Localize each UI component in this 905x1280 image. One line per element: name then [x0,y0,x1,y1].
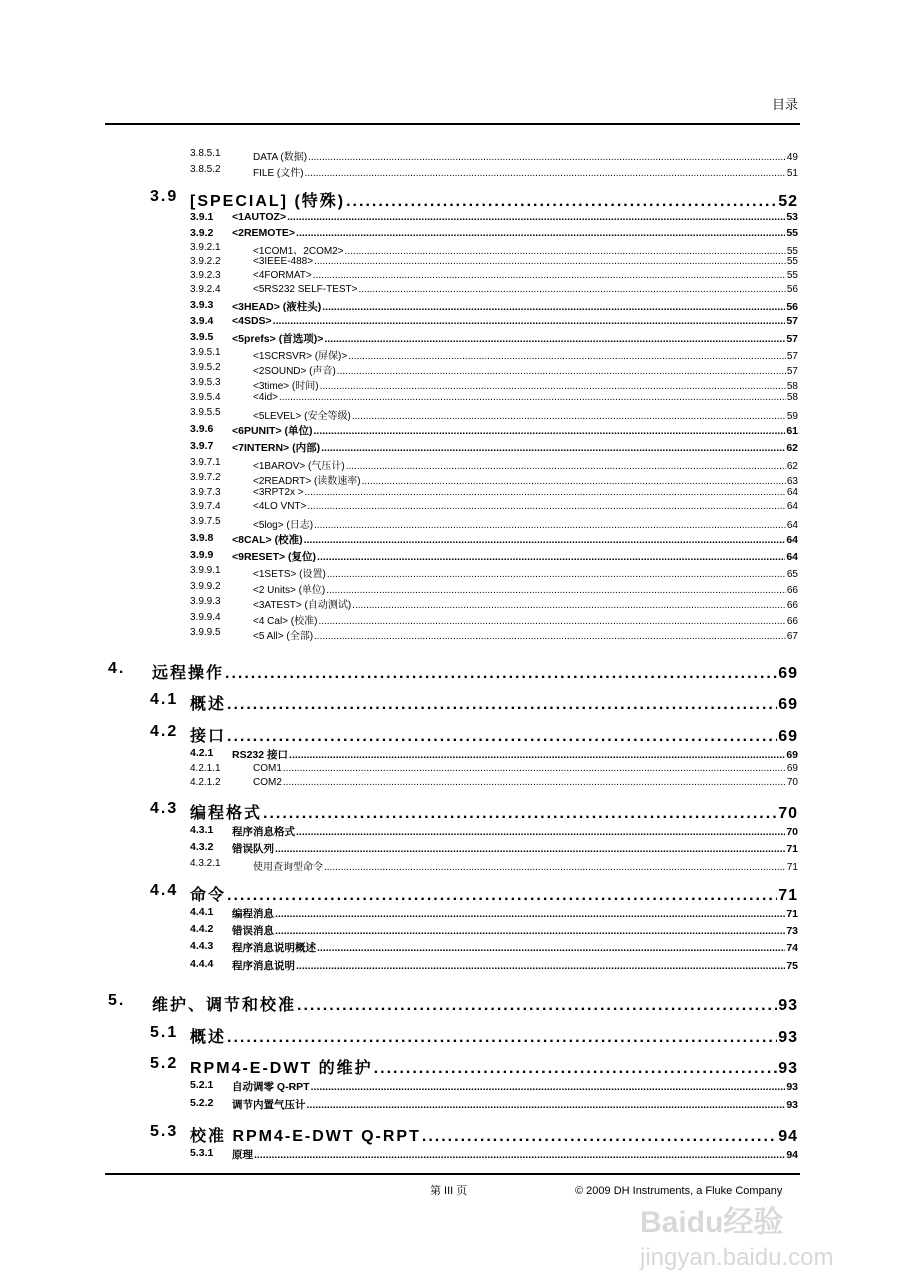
toc-entry-title: <3RPT2x > [253,487,304,498]
toc-entry-title: 远程操作 [152,665,225,682]
toc-entry-page: 57 [786,332,798,345]
toc-entry-title: <3ATEST> (自动测试) [253,600,352,611]
toc-entry[interactable] [0,747,798,762]
toc-entry-number: 3.9.5.2 [190,362,221,373]
toc-entry[interactable] [0,565,798,579]
toc-entry[interactable] [0,992,798,1014]
toc-entry[interactable] [0,284,798,298]
toc-entry-page: 64 [786,533,798,546]
toc-entry-title: 接口 [190,728,227,745]
toc-dot-leader [374,1060,778,1078]
toc-entry-page: 64 [786,520,798,531]
toc-entry[interactable] [0,777,798,791]
toc-entry-number: 4.2.1.2 [190,777,221,788]
footer-rule [105,1173,800,1175]
toc-dot-leader [327,569,786,580]
toc-entry-number: 3.9.9.3 [190,596,221,607]
toc-entry-title: <4SDS> [232,314,272,327]
toc-dot-leader [254,1149,785,1161]
toc-entry[interactable] [0,148,798,162]
toc-entry-page: 71 [786,842,798,855]
toc-entry-title: RPM4-E-DWT 的维护 [190,1060,373,1077]
toc-entry-title: <2READRT> (读数速率) [253,476,361,487]
toc-entry-number: 4.3 [150,800,179,817]
toc-entry-title: <6PUNIT> (单位) [232,424,313,437]
toc-entry[interactable] [0,1055,798,1077]
toc-entry[interactable] [0,392,798,406]
toc-entry[interactable] [0,1079,798,1094]
toc-entry-number: 4.4.3 [190,939,214,952]
toc-dot-leader [314,520,786,531]
toc-entry-title: 程序消息说明 [232,959,295,972]
toc-entry[interactable] [0,440,798,455]
toc-entry-number: 3.9.2.3 [190,270,221,281]
toc-entry[interactable] [0,906,798,921]
toc-entry[interactable] [0,612,798,626]
toc-entry-number: 3.9.5.3 [190,377,221,388]
toc-entry-page: 70 [786,825,798,838]
toc-entry[interactable] [0,882,798,904]
toc-entry-title: <1BAROV> (气压计) [253,461,345,472]
toc-entry-page: 55 [786,226,798,239]
toc-entry-number: 5.1 [150,1024,179,1041]
toc-dot-leader [296,960,785,972]
toc-entry-page: 57 [786,351,798,362]
toc-dot-leader [305,487,786,498]
toc-entry[interactable] [0,407,798,421]
toc-entry-number: 3.9.2.1 [190,242,221,253]
toc-entry-number: 5.2 [150,1055,179,1072]
toc-entry[interactable] [0,1024,798,1046]
toc-entry-page: 69 [778,728,798,745]
toc-entry-number: 5.2.1 [190,1078,214,1091]
toc-entry-title: <5 All> (全部) [253,631,314,642]
toc-entry-page: 93 [778,1029,798,1046]
toc-entry-title: 使用查询型命令 [253,862,323,873]
toc-entry-number: 3.9.9.5 [190,627,221,638]
toc-entry-page: 56 [786,300,798,313]
toc-entry-number: 3.9.9 [190,548,214,561]
toc-dot-leader [297,997,777,1015]
toc-dot-leader [314,256,786,267]
toc-entry-number: 3.9.8 [190,531,214,544]
toc-entry-page: 71 [778,887,798,904]
toc-entry-number: 4.4.1 [190,905,214,918]
toc-dot-leader [346,193,777,211]
toc-entry[interactable] [0,516,798,530]
toc-entry-title: <4 Cal> (校准) [253,616,318,627]
toc-entry-page: 69 [786,763,798,774]
toc-dot-leader [287,211,785,223]
toc-entry-number: 3.9.7.2 [190,472,221,483]
toc-dot-leader [314,631,786,642]
toc-dot-leader [263,805,777,823]
toc-entry-title: <3time> (时间) [253,381,319,392]
toc-entry-page: 59 [786,411,798,422]
toc-entry-title: 程序消息说明概述 [232,941,316,954]
toc-entry[interactable] [0,164,798,178]
toc-entry[interactable] [0,1123,798,1145]
toc-entry-page: 55 [786,246,798,257]
toc-entry-number: 3.9.7.5 [190,516,221,527]
toc-entry-page: 62 [786,441,798,454]
toc-entry-page: 93 [786,1098,798,1111]
toc-entry-page: 71 [786,907,798,920]
toc-dot-leader [352,600,786,611]
toc-dot-leader [422,1128,777,1146]
toc-entry-number: 4.1 [150,691,179,708]
toc-entry-number: 3.9.9.4 [190,612,221,623]
toc-entry[interactable] [0,841,798,856]
toc-entry-title: COM2 [253,777,282,788]
toc-entry-number: 4.4 [150,882,179,899]
toc-entry-title: <3IEEE-488> [253,256,314,267]
toc-entry-page: 70 [786,777,798,788]
toc-dot-leader [283,763,786,774]
toc-entry-number: 5.3.1 [190,1146,214,1159]
toc-entry-page: 58 [786,381,798,392]
toc-entry-page: 55 [786,270,798,281]
toc-dot-leader [362,476,786,487]
toc-entry-number: 3.9.5.5 [190,407,221,418]
toc-entry-number: 3.9.7.3 [190,487,221,498]
toc-dot-leader [320,381,786,392]
toc-dot-leader [317,551,785,563]
toc-entry-page: 93 [778,997,798,1014]
toc-entry[interactable] [0,824,798,839]
toc-dot-leader [275,843,785,855]
toc-entry-title: 原理 [232,1148,253,1161]
toc-entry-page: 93 [786,1080,798,1093]
toc-entry-number: 5. [108,992,126,1009]
toc-entry-page: 58 [786,392,798,403]
toc-entry-title: DATA (数据) [253,152,308,163]
toc-dot-leader [318,616,785,627]
toc-entry-number: 4. [108,660,126,677]
toc-entry[interactable] [0,501,798,515]
toc-entry[interactable] [0,1147,798,1162]
toc-entry[interactable] [0,958,798,973]
toc-entry[interactable] [0,242,798,256]
toc-dot-leader [279,392,786,403]
toc-entry[interactable] [0,227,798,242]
watermark-logo: Baidu经验 [640,1206,784,1239]
toc-entry-title: <7INTERN> (内部) [232,441,321,454]
toc-entry-page: 73 [786,924,798,937]
header-rule [105,123,800,125]
toc-entry-title: <2SOUND> (声音) [253,366,336,377]
toc-entry[interactable] [0,581,798,595]
toc-entry-page: 69 [786,748,798,761]
toc-entry-number: 3.9.9.1 [190,565,221,576]
toc-entry-page: 64 [786,501,798,512]
toc-dot-leader [337,366,786,377]
toc-entry-title: 错误队列 [232,842,274,855]
toc-entry-number: 5.2.2 [190,1096,214,1109]
toc-entry-title: <3HEAD> (液柱头) [232,300,322,313]
toc-dot-leader [311,1081,786,1093]
toc-entry[interactable] [0,800,798,822]
toc-entry-title: <8CAL> (校准) [232,533,303,546]
toc-entry-number: 3.9.5.1 [190,347,221,358]
toc-entry[interactable] [0,472,798,486]
toc-entry-page: 57 [786,314,798,327]
toc-entry[interactable] [0,270,798,284]
toc-entry[interactable] [0,532,798,547]
toc-entry-number: 3.8.5.1 [190,148,221,159]
toc-entry-title: <4FORMAT> [253,270,312,281]
toc-entry-number: 3.9.7.1 [190,457,221,468]
toc-dot-leader [307,1099,786,1111]
toc-entry-number: 4.2.1 [190,746,214,759]
toc-entry-page: 71 [786,862,798,873]
toc-entry[interactable] [0,1097,798,1112]
toc-dot-leader [322,301,785,313]
toc-entry-page: 63 [786,476,798,487]
toc-dot-leader [321,442,785,454]
toc-dot-leader [313,270,786,281]
toc-entry-number: 3.9.3 [190,298,214,311]
toc-entry-title: <1AUTOZ> [232,210,287,223]
toc-entry-title: <1COM1、2COM2> [253,246,344,257]
toc-entry-title: <5prefs> (首选项)> [232,332,324,345]
toc-entry-title: 编程格式 [190,805,263,822]
toc-dot-leader [314,425,786,437]
toc-entry-title: 维护、调节和校准 [152,997,297,1014]
toc-entry[interactable] [0,691,798,713]
toc-entry-title: <4id> [253,392,279,403]
toc-entry-number: 4.3.1 [190,823,214,836]
toc-dot-leader [359,284,786,295]
toc-entry-page: 74 [786,941,798,954]
toc-entry-page: 64 [786,550,798,563]
toc-entry-number: 4.2.1.1 [190,763,221,774]
toc-dot-leader [289,749,785,761]
toc-entry-page: 61 [786,424,798,437]
toc-entry[interactable] [0,660,798,682]
toc-entry[interactable] [0,362,798,376]
toc-dot-leader [348,351,786,362]
toc-entry[interactable] [0,723,798,745]
toc-entry[interactable] [0,596,798,610]
toc-entry-title: FILE (文件) [253,168,304,179]
toc-entry-page: 56 [786,284,798,295]
toc-entry-title: [SPECIAL] (特殊) [190,193,346,210]
toc-entry-page: 70 [778,805,798,822]
toc-entry-number: 4.4.2 [190,922,214,935]
toc-dot-leader [227,728,777,746]
toc-entry-title: 校准 RPM4-E-DWT Q-RPT [190,1128,421,1145]
toc-entry-title: <2 Units> (单位) [253,585,326,596]
footer-copyright: © 2009 DH Instruments, a Fluke Company [575,1185,783,1197]
toc-entry[interactable] [0,627,798,641]
toc-entry[interactable] [0,457,798,471]
toc-entry[interactable] [0,763,798,777]
toc-entry-title: <1SCRSVR> (屏保)> [253,351,348,362]
toc-entry-page: 66 [786,585,798,596]
toc-entry-page: 52 [778,193,798,210]
toc-entry-title: <4LO VNT> [253,501,307,512]
toc-entry-title: 编程消息 [232,907,274,920]
watermark-url: jingyan.baidu.com [640,1244,834,1271]
toc-dot-leader [225,665,777,683]
toc-entry[interactable] [0,188,798,210]
toc-entry-number: 3.9.2.4 [190,284,221,295]
toc-entry-title: COM1 [253,763,282,774]
toc-entry-page: 66 [786,600,798,611]
toc-entry-page: 55 [786,256,798,267]
toc-entry-page: 53 [786,210,798,223]
toc-dot-leader [227,1029,777,1047]
toc-dot-leader [324,333,785,345]
toc-entry-number: 3.8.5.2 [190,164,221,175]
toc-entry-title: 程序消息格式 [232,825,295,838]
toc-entry-title: 概述 [190,1029,227,1046]
toc-entry[interactable] [0,549,798,564]
toc-dot-leader [326,585,786,596]
toc-entry-page: 66 [786,616,798,627]
toc-dot-leader [317,942,785,954]
toc-entry[interactable] [0,423,798,438]
toc-entry-page: 75 [786,959,798,972]
toc-dot-leader [304,534,786,546]
toc-entry[interactable] [0,315,798,330]
toc-entry-page: 69 [778,696,798,713]
toc-entry-page: 57 [786,366,798,377]
toc-entry-title: <5LEVEL> (安全等级) [253,411,351,422]
toc-entry[interactable] [0,211,798,226]
toc-dot-leader [296,826,785,838]
toc-entry-title: 命令 [190,887,227,904]
toc-entry-page: 93 [778,1060,798,1077]
toc-entry-number: 3.9 [150,188,179,205]
toc-entry-title: RS232 接口 [232,748,289,761]
toc-dot-leader [227,887,777,905]
toc-entry-page: 65 [786,569,798,580]
toc-dot-leader [305,168,786,179]
toc-entry-number: 4.3.2.1 [190,858,221,869]
toc-entry-number: 4.3.2 [190,840,214,853]
toc-dot-leader [283,777,786,788]
toc-dot-leader [275,925,785,937]
toc-entry-title: <5log> (日志) [253,520,314,531]
toc-entry-number: 3.9.9.2 [190,581,221,592]
toc-entry-number: 3.9.7 [190,439,214,452]
toc-entry-page: 64 [786,487,798,498]
toc-entry-number: 4.4.4 [190,957,214,970]
toc-dot-leader [352,411,786,422]
toc-entry-number: 3.9.6 [190,422,214,435]
toc-entry-title: 错误消息 [232,924,274,937]
toc-entry-page: 69 [778,665,798,682]
toc-dot-leader [346,461,786,472]
header-title: 目录 [771,97,798,112]
toc-dot-leader [275,908,785,920]
toc-entry-page: 62 [786,461,798,472]
toc-entry-title: 调节内置气压计 [232,1098,306,1111]
toc-entry-page: 94 [778,1128,798,1145]
toc-dot-leader [308,152,786,163]
toc-dot-leader [296,227,785,239]
toc-dot-leader [307,501,786,512]
toc-entry-number: 3.9.1 [190,210,214,223]
toc-entry-number: 3.9.2 [190,226,214,239]
toc-entry-title: <1SETS> (设置) [253,569,326,580]
toc-entry[interactable] [0,299,798,314]
toc-entry[interactable] [0,923,798,938]
toc-entry-number: 3.9.2.2 [190,256,221,267]
toc-entry-page: 51 [786,168,798,179]
toc-entry-page: 49 [786,152,798,163]
footer-page-number: 第 III 页 [430,1185,468,1197]
toc-entry[interactable] [0,347,798,361]
toc-entry[interactable] [0,487,798,501]
toc-dot-leader [324,862,786,873]
toc-entry-title: <9RESET> (复位) [232,550,317,563]
toc-entry[interactable] [0,377,798,391]
toc-entry-number: 3.9.7.4 [190,501,221,512]
toc-dot-leader [227,696,777,714]
toc-entry-title: 概述 [190,696,227,713]
toc-entry-title: 自动调零 Q-RPT [232,1080,310,1093]
toc-entry-page: 67 [786,631,798,642]
toc-entry-title: <5RS232 SELF-TEST> [253,284,358,295]
toc-entry-number: 3.9.4 [190,314,214,327]
toc-entry-number: 3.9.5 [190,330,214,343]
toc-entry[interactable] [0,858,798,872]
toc-entry[interactable] [0,940,798,955]
toc-entry-page: 94 [786,1148,798,1161]
toc-entry[interactable] [0,331,798,346]
toc-entry-number: 5.3 [150,1123,179,1140]
toc-entry[interactable] [0,256,798,270]
toc-entry-number: 3.9.5.4 [190,392,221,403]
toc-entry-title: <2REMOTE> [232,226,296,239]
toc-dot-leader [273,315,786,327]
toc-entry-number: 4.2 [150,723,179,740]
